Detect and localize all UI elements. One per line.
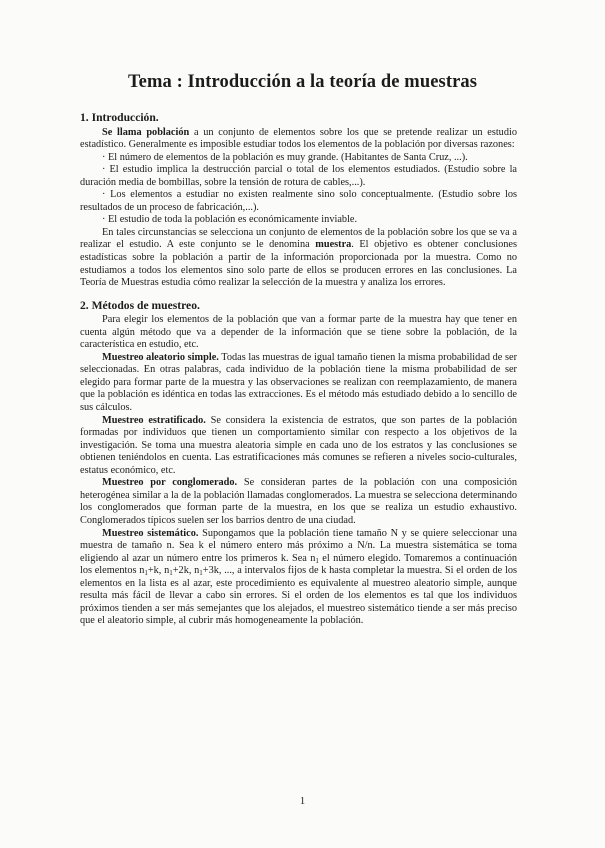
term-stratified: Muestreo estratificado. <box>102 414 206 426</box>
bullet-item: · Los elementos a estudiar no existen realmente sino solo conceptualmente. (Estudio sobre los resultados de un proceso de fabricación,...). <box>80 189 517 213</box>
paragraph-methods-intro: Para elegir los elementos de la población que van a formar parte de la muestra hay que tener en cuenta algún método que va a depender de la información que se tiene sobre la población, de la característica en estudio, etc. <box>80 314 517 351</box>
paragraph-text: a un conjunto de elementos sobre los que se pretende realizar un estudio estadístico. Generalmente es imposible estudiar todos los elementos de la población por diversas razones: <box>80 126 517 151</box>
paragraph-text: el número elegido. Tomaremos a continuación los elementos n <box>80 552 517 577</box>
bullet-item: · El número de elementos de la población es muy grande. (Habitantes de Santa Cruz, ...). <box>102 151 468 163</box>
paragraph-text: Se consideran partes de la población con una composición heterogénea similar a la de la población llamadas conglomerados. La muestra se selecciona determinando los conglomerados que forman parte de la muestra, en los que se realiza un estudio exhaustivo. Conglomerados típicos suelen ser los barrios dentro de una ciudad. <box>80 477 518 526</box>
paragraph-text: Todas las muestras de igual tamaño tienen la misma probabilidad de ser seleccionadas. En otras palabras, cada individuo de la población tiene la misma probabilidad de ser elegido para formar parte de la muestra y las observaciones se realizan con reemplazamiento, de manera que la población es idéntica en todas las extracciones. Es el método más estudiado debido a lo sencillo de sus cálculos. <box>80 351 518 414</box>
subscript: 1 <box>169 569 173 578</box>
term-cluster: Muestreo por conglomerado. <box>102 477 238 489</box>
term-population: Se llama población <box>102 126 190 138</box>
paragraph-text: . El objetivo es obtener conclusiones estadísticas sobre la población a partir de la información proporcionada por la muestra. Como no estudiamos a todos los elementos sino solo parte de ellos se producen errores en las conclusiones. La Teoría de Muestras estudia cómo realizar la selección de la muestra y analiza los errores. <box>80 239 518 289</box>
paragraph-cluster <box>80 477 517 527</box>
subscript: 1 <box>315 556 319 565</box>
bullet-item: · El estudio de toda la población es económicamente inviable. <box>102 214 358 226</box>
paragraph-sample <box>80 227 517 290</box>
section-heading-introduction: 1. Introducción. <box>80 111 159 124</box>
page-title: Tema : Introducción a la teoría de muestras <box>127 72 478 92</box>
paragraph-definition-population <box>80 127 517 152</box>
paragraph-text: +k, n <box>147 565 170 577</box>
term-systematic: Muestreo sistemático. <box>102 527 199 539</box>
paragraph-text: +2k, n <box>172 565 200 577</box>
term-simple-random: Muestreo aleatorio simple. <box>102 351 219 363</box>
paragraph-text: +3k, ..., a intervalos fijos de k hasta completar la muestra. Si el orden de los elementos en la lista es al azar, este procedimiento es equivalente al muestreo aleatorio simple, aunque resulta más fácil de llevar a cabo sin errores. Si el orden de los elementos es tal que los individuos próximos tienden a ser más semejantes que los alejados, el muestreo sistemático tiende a ser más preciso que el aleatorio simple, al cubrir más homogeneamente la población. <box>80 565 517 627</box>
bullet-item: · El estudio implica la destrucción parcial o total de los elementos estudiados. (Estudio sobre la duración media de bombillas, sobre la tensión de rotura de cables,...). <box>80 164 517 188</box>
paragraph-systematic <box>80 528 517 628</box>
paragraph-text: Supongamos que la población tiene tamaño N y se quiere seleccionar una muestra de tamaño n. Sea k el número entero más próximo a N/n. La muestra sistemática se toma eligiendo al azar un número entre los primeros k. Sea n <box>80 527 517 564</box>
subscript: 1 <box>199 569 203 578</box>
paragraph-text: En tales circunstancias se selecciona un conjunto de elementos de la población sobre los que se va a realizar el estudio. A este conjunto se le denomina <box>80 226 517 251</box>
page-number: 1 <box>299 796 306 807</box>
paragraph-text: Se considera la existencia de estratos, que son partes de la población formadas por individuos que tienen un comportamiento similar con respecto a los objetivos de la investigación. Se toma una muestra aleatoria simple en cada uno de los estratos y las conclusiones se obtienen teniéndolos en cuenta. Las estratificaciones más comunes se refieren a niveles socio-culturales, estatus económico, etc. <box>80 414 517 476</box>
paragraph-stratified <box>80 415 517 478</box>
document-body <box>80 112 517 628</box>
section-heading-methods: 2. Métodos de muestreo. <box>80 298 200 312</box>
paragraph-simple-random <box>80 352 517 415</box>
term-sample: muestra <box>315 239 352 251</box>
subscript: 1 <box>144 569 148 578</box>
